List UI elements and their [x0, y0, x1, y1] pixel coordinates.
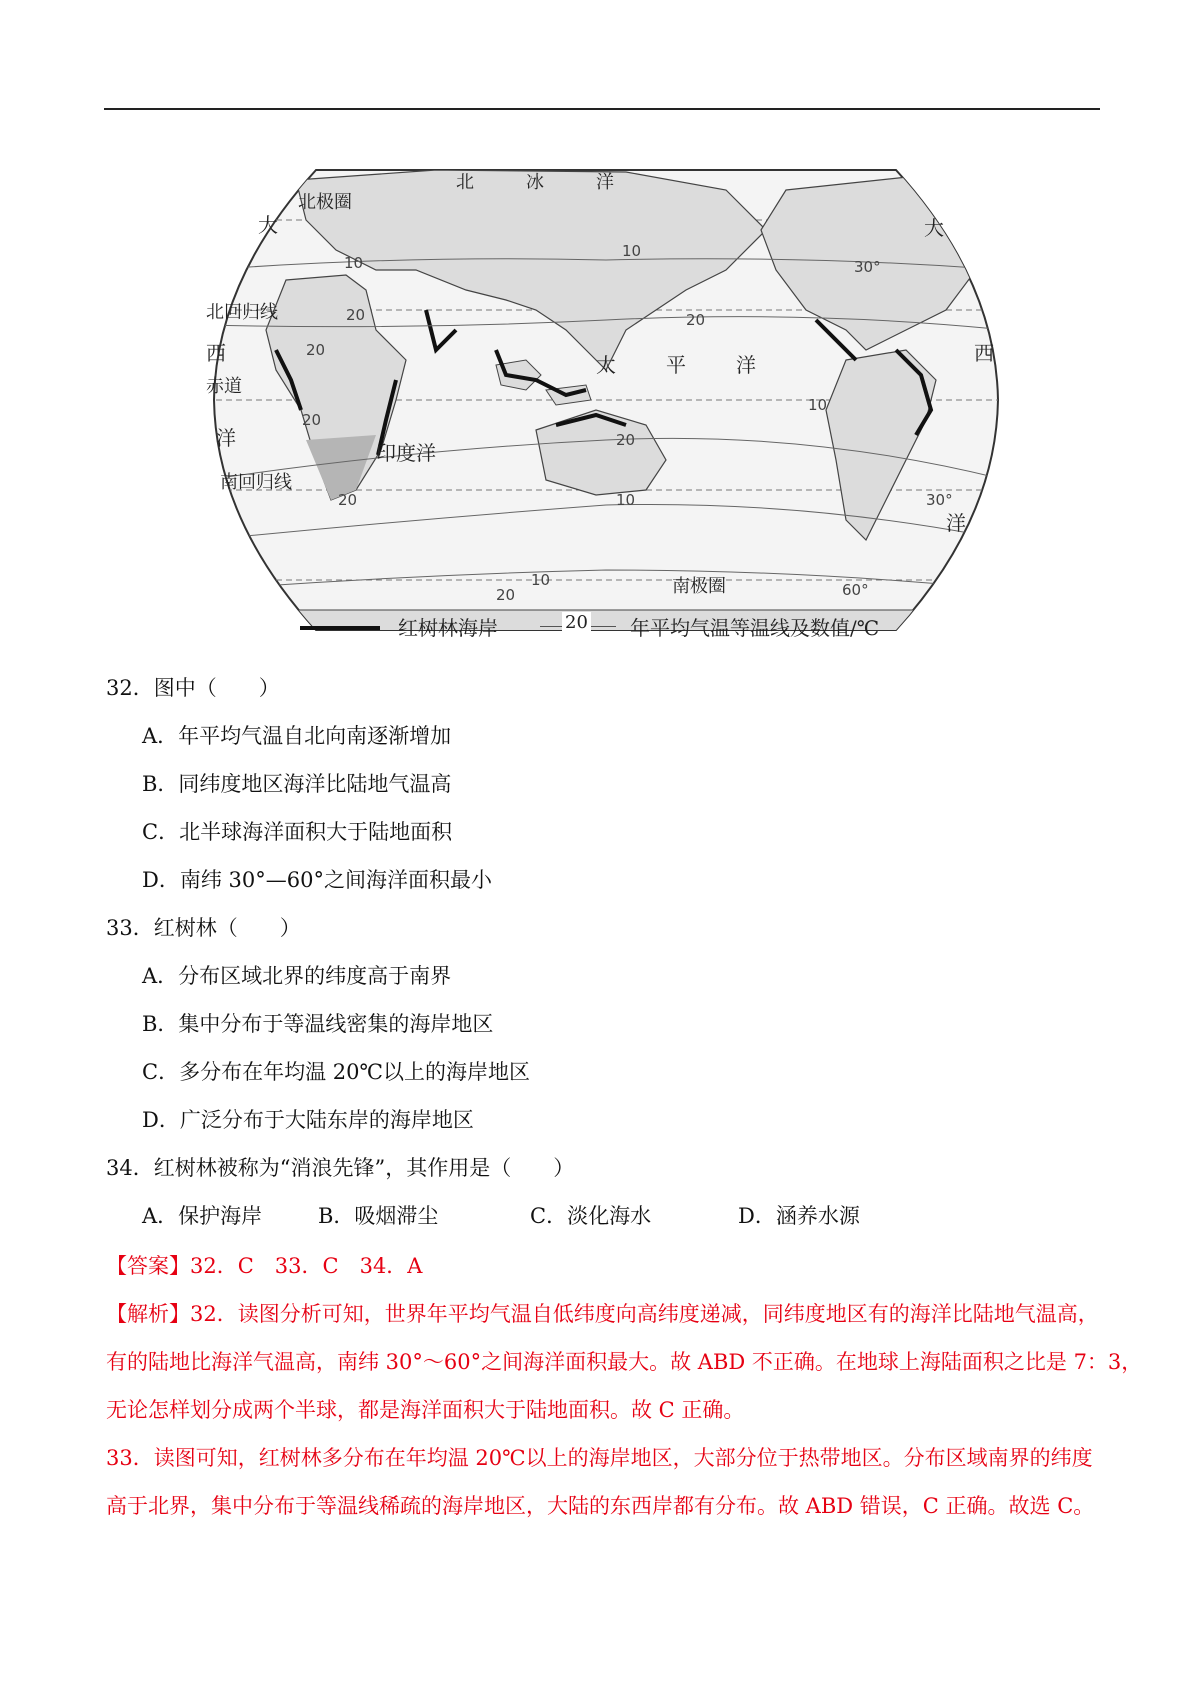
- label-pacific-1: 太: [596, 353, 616, 377]
- q33-option-a: A．分布区域北界的纬度高于南界: [142, 964, 452, 988]
- label-tropic-cancer: 北回归线: [206, 302, 278, 323]
- iso-label-10a: 10: [344, 254, 364, 272]
- world-map-figure: [206, 160, 1006, 650]
- iso-label-20a: 20: [346, 306, 366, 324]
- iso-label-20c: 20: [302, 411, 322, 429]
- iso-label-10b: 10: [622, 242, 642, 260]
- iso-label-20g: 20: [496, 586, 516, 604]
- q32-option-d: D．南纬 30°—60°之间海洋面积最小: [142, 868, 492, 892]
- iso-label-10d: 10: [808, 396, 828, 414]
- q32-option-a: A．年平均气温自北向南逐渐增加: [142, 724, 452, 748]
- legend-mangrove-line: [300, 626, 380, 630]
- header-rule: [104, 108, 1100, 110]
- label-tropic-capricorn: 南回归线: [220, 472, 292, 493]
- iso-label-20e: 20: [616, 431, 636, 449]
- deg-60-south: 60°: [842, 581, 869, 599]
- q32-option-b: B．同纬度地区海洋比陆地气温高: [142, 772, 452, 796]
- label-pacific-2: 平: [666, 353, 686, 377]
- label-indian-ocean: 印度洋: [376, 441, 436, 465]
- label-north-ice-2: 冰: [526, 172, 544, 193]
- iso-label-10e: 10: [531, 571, 551, 589]
- label-atlantic-east-3: 洋: [946, 511, 966, 535]
- label-atlantic-east-2: 西: [974, 341, 994, 365]
- q34-option-c: C．淡化海水: [530, 1204, 652, 1228]
- q33-option-b: B．集中分布于等温线密集的海岸地区: [142, 1012, 494, 1036]
- iso-label-10c: 10: [616, 491, 636, 509]
- label-north-ice-3: 洋: [596, 172, 614, 193]
- answer-line: 【答案】32．C 33．C 34．A: [106, 1254, 423, 1278]
- q33-stem: 33．红树林（ ）: [106, 916, 301, 940]
- label-equator: 赤道: [206, 376, 242, 397]
- q32-option-c: C．北半球海洋面积大于陆地面积: [142, 820, 453, 844]
- label-north-ice-1: 北: [456, 172, 474, 193]
- q34-option-b: B．吸烟滞尘: [318, 1204, 439, 1228]
- iso-label-20d: 20: [686, 311, 706, 329]
- explanation-line-1: 【解析】32．读图分析可知，世界年平均气温自低纬度向高纬度递减，同纬度地区有的海洋比陆地气温高，: [106, 1302, 1099, 1326]
- label-atlantic-west-1: 大: [258, 213, 278, 237]
- world-map: [206, 160, 1006, 650]
- iso-label-20b: 20: [306, 341, 326, 359]
- legend-isotherm-value: 20: [562, 612, 591, 633]
- explanation-line-5: 高于北界，集中分布于等温线稀疏的海岸地区，大陆的东西岸都有分布。故 ABD 错误，C 正确。故选 C。: [106, 1494, 1095, 1518]
- explanation-line-2: 有的陆地比海洋气温高，南纬 30°～60°之间海洋面积最大。故 ABD 不正确。在地球上海陆面积之比是 7：3，: [106, 1350, 1143, 1374]
- q33-option-c: C．多分布在年均温 20℃以上的海岸地区: [142, 1060, 530, 1084]
- label-arctic-circle: 北极圈: [298, 192, 352, 213]
- q33-option-d: D．广泛分布于大陆东岸的海岸地区: [142, 1108, 474, 1132]
- iso-label-20f: 20: [338, 491, 358, 509]
- map-legend: [300, 612, 940, 642]
- label-atlantic-west-3: 洋: [216, 426, 236, 450]
- label-pacific-3: 洋: [736, 353, 756, 377]
- q32-stem: 32．图中（ ）: [106, 676, 280, 700]
- explanation-line-3: 无论怎样划分成两个半球，都是海洋面积大于陆地面积。故 C 正确。: [106, 1398, 745, 1422]
- legend-mangrove-label: 红树林海岸: [398, 616, 498, 640]
- explanation-line-4: 33．读图可知，红树林多分布在年均温 20℃以上的海岸地区，大部分位于热带地区。分布区域南界的纬度: [106, 1446, 1093, 1470]
- q34-option-d: D．涵养水源: [738, 1204, 860, 1228]
- label-atlantic-east-1: 大: [924, 216, 944, 240]
- label-atlantic-west-2: 西: [206, 341, 226, 365]
- legend-isotherm-label: 年平均气温等温线及数值/℃: [630, 616, 880, 640]
- label-antarctic-circle: 南极圈: [672, 576, 726, 597]
- deg-30-south: 30°: [926, 491, 953, 509]
- q34-option-a: A．保护海岸: [142, 1204, 263, 1228]
- deg-30-north: 30°: [854, 258, 881, 276]
- q34-stem: 34．红树林被称为“消浪先锋”，其作用是（ ）: [106, 1156, 575, 1180]
